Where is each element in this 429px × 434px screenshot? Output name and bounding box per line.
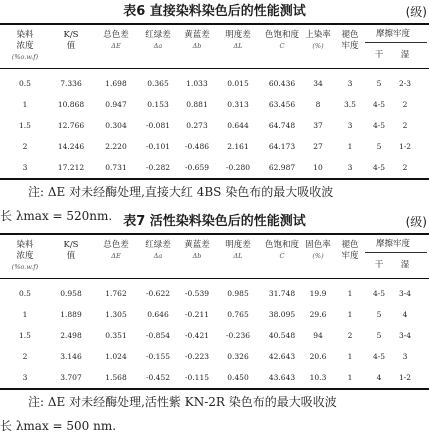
table-cell-ks: 1.889 bbox=[60, 310, 82, 319]
header-de-1: ΔE bbox=[111, 252, 121, 260]
table-cell-conc: 0.5 bbox=[19, 79, 31, 88]
header-rate-1: (%) bbox=[312, 42, 324, 50]
table-cell-dry: 5 bbox=[376, 79, 382, 88]
table-cell-ks: 14.246 bbox=[57, 142, 85, 151]
table-cell-da: 0.365 bbox=[147, 79, 169, 88]
header-conc-2: (%o.w.f) bbox=[11, 53, 39, 61]
table-cell-conc: 3 bbox=[22, 373, 28, 382]
header-ks-0: K/S bbox=[63, 240, 79, 250]
header-rate-0: 固色率 bbox=[305, 240, 331, 250]
header-db-0: 黄蓝差 bbox=[184, 240, 210, 250]
table-note-line: 注: ΔE 对未经酶处理,活性紫 KN-2R 染色布的最大吸收波 bbox=[28, 395, 337, 409]
table-cell-dl: 0.313 bbox=[227, 100, 249, 109]
table-cell-dl: -0.280 bbox=[225, 163, 250, 172]
table-cell-db: -0.211 bbox=[184, 310, 209, 319]
table-cell-dc: 62.987 bbox=[268, 163, 296, 172]
header-wash-0: 褪色 bbox=[341, 30, 359, 40]
table-bottom-rule bbox=[0, 388, 429, 390]
table-cell-wet: 1-2 bbox=[398, 373, 412, 382]
table-header-rule bbox=[0, 278, 429, 279]
header-da-0: 红绿差 bbox=[145, 30, 171, 40]
table-cell-dry: 4-5 bbox=[372, 121, 386, 130]
table-cell-conc: 2 bbox=[22, 352, 28, 361]
table-cell-db: -0.223 bbox=[184, 352, 209, 361]
table-cell-wet: 2 bbox=[402, 100, 408, 109]
table-cell-ks: 3.707 bbox=[60, 373, 82, 382]
table-cell-dry: 5 bbox=[376, 331, 382, 340]
table-cell-dc: 38.095 bbox=[268, 310, 296, 319]
table-caption bbox=[0, 2, 429, 22]
table-cell-dry: 4-5 bbox=[372, 289, 386, 298]
rub-header-rule bbox=[365, 252, 427, 253]
header-dry: 干 bbox=[374, 260, 384, 270]
table-cell-rate: 27 bbox=[313, 142, 323, 151]
table-cell-wet: 3-4 bbox=[398, 331, 412, 340]
table-cell-da: -0.155 bbox=[145, 352, 170, 361]
header-dc-1: C bbox=[279, 42, 285, 50]
table-cell-dl: 0.985 bbox=[227, 289, 249, 298]
header-wash-1: 牢度 bbox=[341, 41, 359, 51]
table-cell-ks: 12.766 bbox=[57, 121, 85, 130]
table-cell-ks: 0.958 bbox=[60, 289, 82, 298]
table-cell-rate: 10.3 bbox=[309, 373, 327, 382]
rub-header-rule bbox=[365, 42, 427, 43]
table-cell-wash: 1 bbox=[347, 142, 353, 151]
table-cell-de: 1.698 bbox=[105, 79, 127, 88]
table-cell-dc: 64.173 bbox=[268, 142, 296, 151]
table-cell-rate: 10 bbox=[313, 163, 323, 172]
header-dc-0: 色饱和度 bbox=[264, 30, 299, 40]
unit-label: (级) bbox=[405, 5, 427, 19]
header-dc-0: 色饱和度 bbox=[264, 240, 299, 250]
table-cell-de: 0.947 bbox=[105, 100, 127, 109]
header-ks-1: 值 bbox=[66, 251, 76, 261]
header-wash-1: 牢度 bbox=[341, 251, 359, 261]
table-top-rule bbox=[0, 23, 429, 25]
table-cell-wash: 3.5 bbox=[344, 100, 356, 109]
table-cell-dl: 0.450 bbox=[227, 373, 249, 382]
table-cell-db: -0.486 bbox=[184, 142, 209, 151]
table-cell-ks: 7.336 bbox=[60, 79, 82, 88]
header-rate-1: (%) bbox=[312, 252, 324, 260]
header-de-0: 总色差 bbox=[103, 240, 129, 250]
table-cell-da: -0.622 bbox=[145, 289, 170, 298]
table-cell-dc: 63.456 bbox=[268, 100, 296, 109]
table-cell-wet: 2 bbox=[402, 163, 408, 172]
table-cell-conc: 2 bbox=[22, 142, 28, 151]
table-cell-de: 1.762 bbox=[105, 289, 127, 298]
table-cell-wet: 2 bbox=[402, 121, 408, 130]
table-cell-de: 0.304 bbox=[105, 121, 127, 130]
table-cell-dc: 42.643 bbox=[268, 352, 296, 361]
table-cell-dl: -0.236 bbox=[225, 331, 250, 340]
table-cell-dl: 0.644 bbox=[227, 121, 249, 130]
table-cell-dry: 5 bbox=[376, 142, 382, 151]
table-cell-ks: 17.212 bbox=[57, 163, 85, 172]
table-cell-wash: 1 bbox=[347, 373, 353, 382]
header-db-0: 黄蓝差 bbox=[184, 30, 210, 40]
table-cell-db: 0.273 bbox=[186, 121, 208, 130]
table-note-line: 注: ΔE 对未经酶处理,直接大红 4BS 染色布的最大吸收波 bbox=[28, 185, 334, 199]
table-cell-rate: 29.6 bbox=[309, 310, 327, 319]
header-dl-0: 明度差 bbox=[225, 30, 251, 40]
header-conc-2: (%o.w.f) bbox=[11, 263, 39, 271]
table-cell-conc: 1 bbox=[22, 100, 28, 109]
table-cell-da: -0.081 bbox=[145, 121, 170, 130]
table-cell-de: 1.024 bbox=[105, 352, 127, 361]
table-title: 表7 活性染料染色后的性能测试 bbox=[123, 214, 306, 229]
table-cell-db: 1.033 bbox=[186, 79, 208, 88]
table-note-line: 长 λmax = 500 nm. bbox=[0, 419, 117, 433]
header-dl-0: 明度差 bbox=[225, 240, 251, 250]
table-cell-wash: 1 bbox=[347, 352, 353, 361]
table-cell-dry: 4 bbox=[376, 373, 382, 382]
table-cell-da: -0.854 bbox=[145, 331, 170, 340]
table-cell-conc: 1 bbox=[22, 310, 28, 319]
header-ks-0: K/S bbox=[63, 30, 79, 40]
header-rate-0: 上染率 bbox=[305, 30, 331, 40]
table-cell-db: -0.421 bbox=[184, 331, 209, 340]
table-cell-rate: 37 bbox=[313, 121, 323, 130]
table-cell-rate: 34 bbox=[313, 79, 323, 88]
table-cell-da: -0.101 bbox=[145, 142, 170, 151]
header-wet: 湿 bbox=[400, 50, 410, 60]
table-cell-dl: 2.161 bbox=[227, 142, 249, 151]
header-conc-0: 染料 bbox=[16, 240, 34, 250]
table-cell-rate: 94 bbox=[313, 331, 323, 340]
table-cell-da: -0.282 bbox=[145, 163, 170, 172]
header-conc-1: 浓度 bbox=[16, 41, 34, 51]
table-cell-dry: 4-5 bbox=[372, 352, 386, 361]
table-cell-da: 0.646 bbox=[147, 310, 169, 319]
table-cell-db: -0.659 bbox=[184, 163, 209, 172]
table-cell-wash: 1 bbox=[347, 310, 353, 319]
table-title: 表6 直接染料染色后的性能测试 bbox=[123, 4, 306, 19]
header-db-1: Δb bbox=[192, 42, 202, 50]
table-cell-db: -0.115 bbox=[184, 373, 209, 382]
table-cell-dl: 0.015 bbox=[227, 79, 249, 88]
table-cell-de: 1.568 bbox=[105, 373, 127, 382]
table-cell-dry: 4-5 bbox=[372, 100, 386, 109]
table-header-rule bbox=[0, 68, 429, 69]
table-cell-dc: 64.748 bbox=[268, 121, 296, 130]
table-cell-conc: 1.5 bbox=[19, 331, 31, 340]
header-db-1: Δb bbox=[192, 252, 202, 260]
header-da-1: Δa bbox=[153, 42, 163, 50]
header-rub-fastness: 摩擦牢度 bbox=[375, 239, 410, 249]
table-cell-rate: 8 bbox=[315, 100, 321, 109]
header-wash-0: 褪色 bbox=[341, 240, 359, 250]
unit-label: (级) bbox=[405, 215, 427, 229]
header-da-1: Δa bbox=[153, 252, 163, 260]
table-cell-da: 0.153 bbox=[147, 100, 169, 109]
table-cell-conc: 1.5 bbox=[19, 121, 31, 130]
header-wet: 湿 bbox=[400, 260, 410, 270]
table-cell-wet: 2-3 bbox=[398, 79, 412, 88]
header-conc-1: 浓度 bbox=[16, 251, 34, 261]
header-dc-1: C bbox=[279, 252, 285, 260]
table-cell-dc: 31.748 bbox=[268, 289, 296, 298]
table-cell-ks: 3.146 bbox=[60, 352, 82, 361]
header-dry: 干 bbox=[374, 50, 384, 60]
table-caption bbox=[0, 212, 429, 232]
header-da-0: 红绿差 bbox=[145, 240, 171, 250]
header-dl-1: ΔL bbox=[233, 42, 243, 50]
table-cell-wet: 4 bbox=[402, 310, 408, 319]
table-cell-wet: 3 bbox=[402, 352, 408, 361]
table-cell-dc: 43.643 bbox=[268, 373, 296, 382]
table-cell-wash: 3 bbox=[347, 79, 353, 88]
table-cell-wash: 2 bbox=[347, 331, 353, 340]
table-cell-wet: 3-4 bbox=[398, 289, 412, 298]
table-cell-dry: 4-5 bbox=[372, 163, 386, 172]
table-cell-dry: 5 bbox=[376, 310, 382, 319]
table-cell-dc: 40.548 bbox=[268, 331, 296, 340]
table-cell-dc: 60.436 bbox=[268, 79, 296, 88]
table-cell-dl: 0.765 bbox=[227, 310, 249, 319]
table-cell-rate: 20.6 bbox=[309, 352, 327, 361]
header-de-1: ΔE bbox=[111, 42, 121, 50]
table-cell-db: -0.539 bbox=[184, 289, 209, 298]
table-cell-wet: 1-2 bbox=[398, 142, 412, 151]
table-cell-ks: 2.498 bbox=[60, 331, 82, 340]
table-cell-de: 0.731 bbox=[105, 163, 127, 172]
table-cell-wash: 3 bbox=[347, 163, 353, 172]
table-top-rule bbox=[0, 233, 429, 235]
table-cell-dl: 0.326 bbox=[227, 352, 249, 361]
header-conc-0: 染料 bbox=[16, 30, 34, 40]
header-ks-1: 值 bbox=[66, 41, 76, 51]
table-cell-rate: 19.9 bbox=[309, 289, 327, 298]
table-cell-conc: 0.5 bbox=[19, 289, 31, 298]
table-cell-da: -0.452 bbox=[145, 373, 170, 382]
header-de-0: 总色差 bbox=[103, 30, 129, 40]
table-note-line: 长 λmax = 520nm. bbox=[0, 209, 113, 223]
table-cell-ks: 10.868 bbox=[57, 100, 85, 109]
header-rub-fastness: 摩擦牢度 bbox=[375, 29, 410, 39]
table-cell-de: 2.220 bbox=[105, 142, 127, 151]
table-cell-db: 0.881 bbox=[186, 100, 208, 109]
table-bottom-rule bbox=[0, 178, 429, 180]
table-cell-de: 0.351 bbox=[105, 331, 127, 340]
table-cell-wash: 1 bbox=[347, 289, 353, 298]
table-cell-de: 1.305 bbox=[105, 310, 127, 319]
header-dl-1: ΔL bbox=[233, 252, 243, 260]
table-cell-conc: 3 bbox=[22, 163, 28, 172]
table-cell-wash: 3 bbox=[347, 121, 353, 130]
